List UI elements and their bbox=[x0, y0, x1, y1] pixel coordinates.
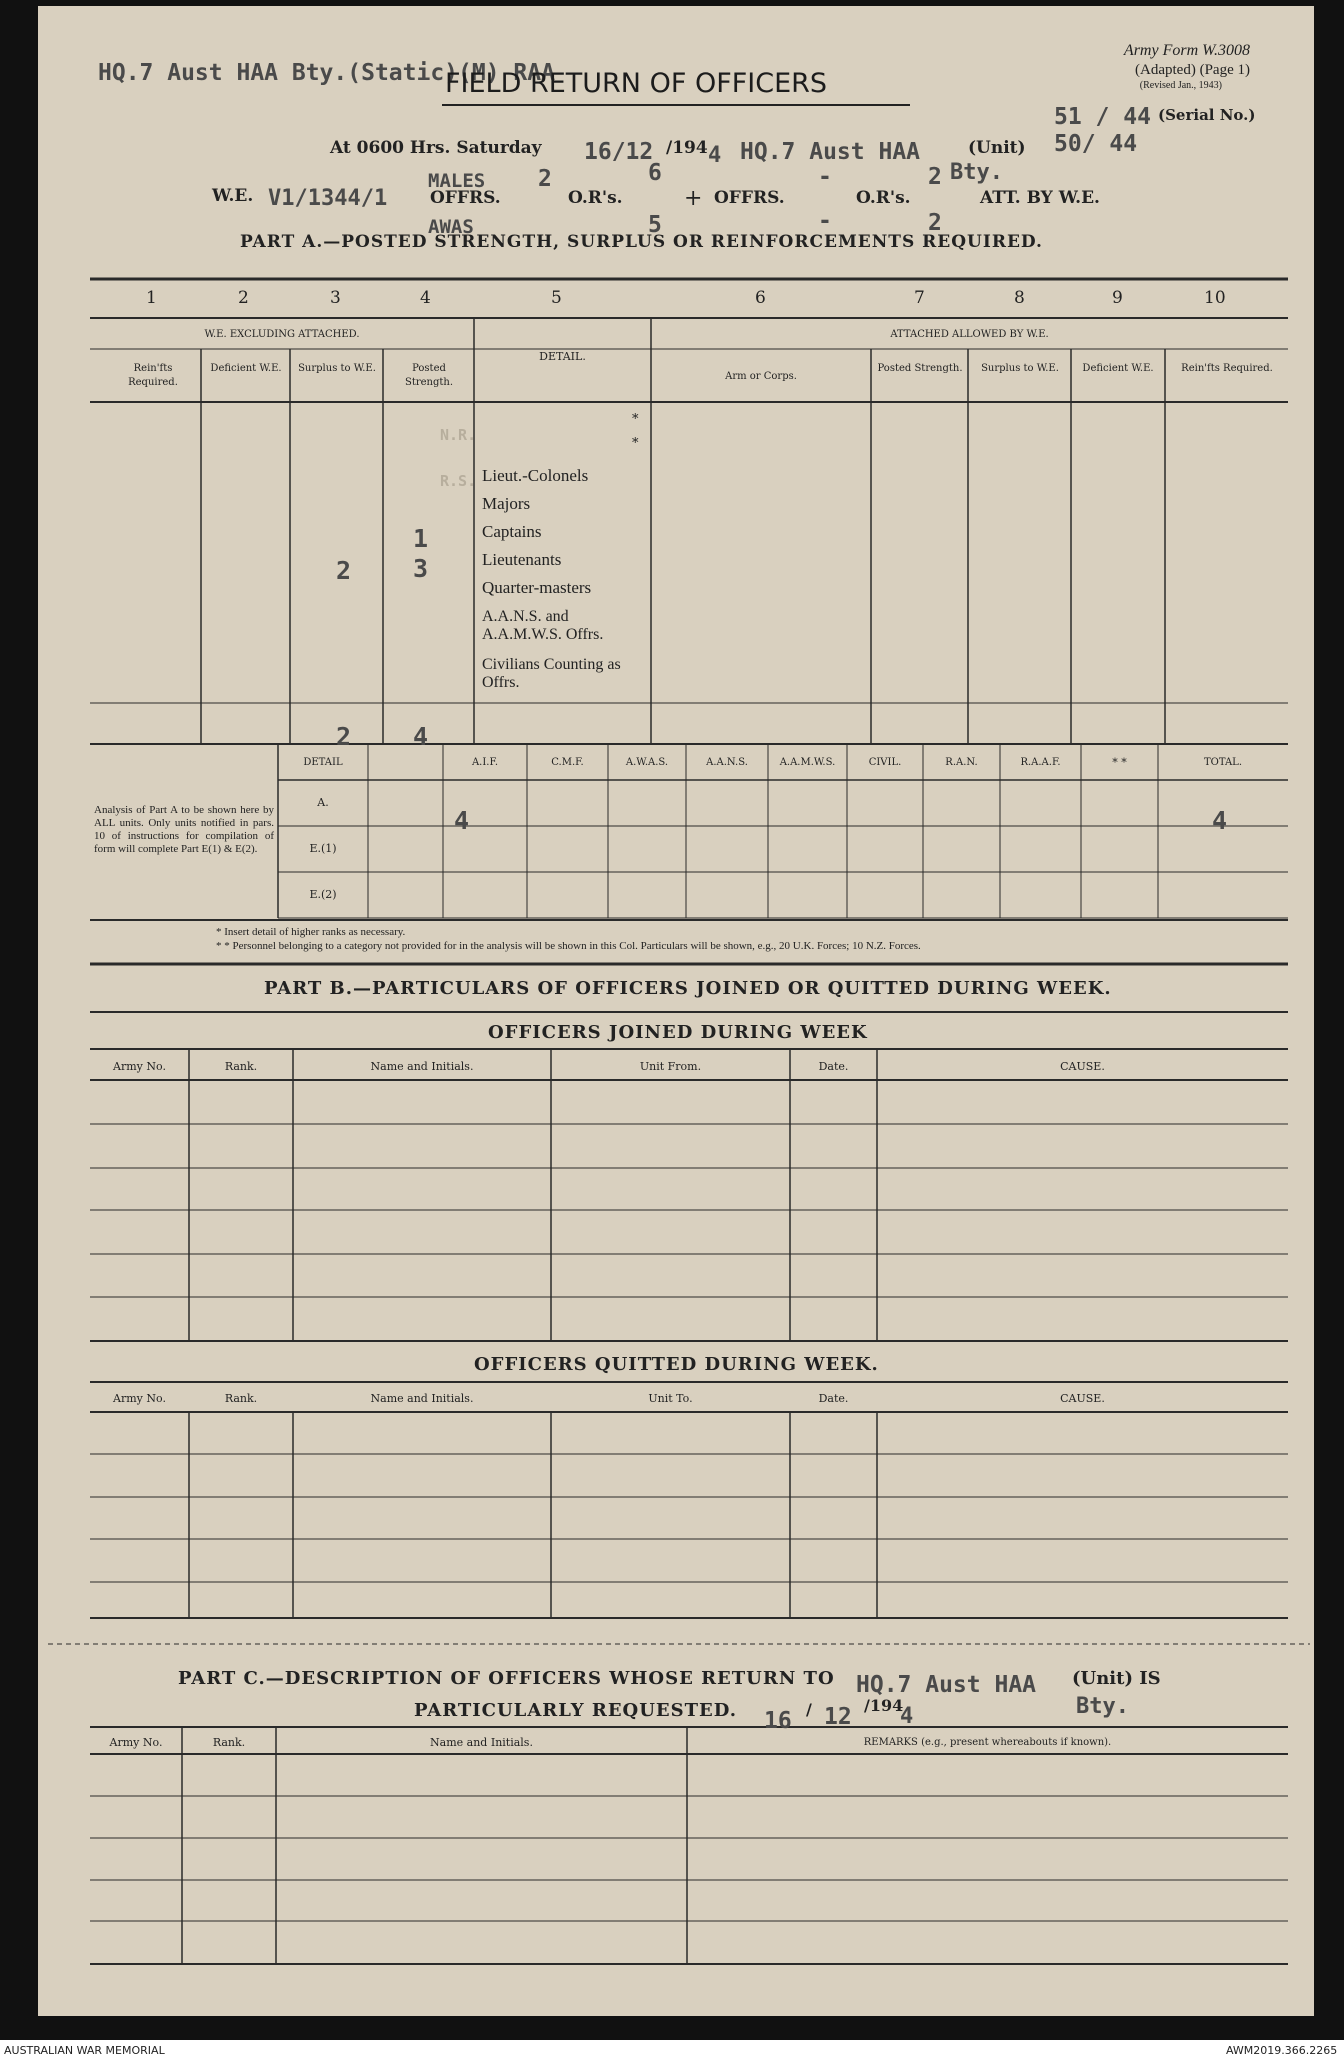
rank-quarter-masters: Quarter-masters bbox=[482, 578, 592, 597]
analysis-header-ran: R.A.N. bbox=[945, 757, 978, 768]
part-c-requested: PARTICULARLY REQUESTED. bbox=[414, 1700, 737, 1721]
joined-header-cause: CAUSE. bbox=[1060, 1060, 1105, 1073]
header-reinfts-right: Rein'fts Required. bbox=[1181, 363, 1273, 374]
form-title: FIELD RETURN OF OFFICERS bbox=[445, 68, 828, 99]
detail-header: DETAIL. bbox=[539, 350, 586, 363]
joined-header-unit-from: Unit From. bbox=[639, 1060, 702, 1073]
joined-header-date: Date. bbox=[818, 1060, 849, 1073]
att-ors-awas: 2 bbox=[928, 210, 942, 236]
part-c-unit-label: (Unit) IS bbox=[1072, 1668, 1161, 1689]
awas-ors-value: 5 bbox=[648, 212, 662, 238]
part-c-date-month: 12 bbox=[824, 1704, 852, 1730]
quitted-header-name: Name and Initials. bbox=[370, 1392, 474, 1405]
col-number-1: 1 bbox=[146, 288, 157, 308]
quitted-header-cause: CAUSE. bbox=[1060, 1392, 1105, 1405]
header-unit-bty: Bty. bbox=[950, 160, 1003, 185]
serial-top: 51 / 44 bbox=[1054, 104, 1151, 130]
rank-aans-aamws: A.A.N.S. and A.A.M.W.S. Offrs. bbox=[482, 608, 604, 643]
joined-header-name: Name and Initials. bbox=[370, 1060, 474, 1073]
analysis-header-aif: A.I.F. bbox=[471, 757, 499, 768]
attached-header: ATTACHED ALLOWED BY W.E. bbox=[890, 329, 1049, 340]
total-posted-value: 4 bbox=[413, 722, 429, 751]
rank-majors: Majors bbox=[482, 494, 531, 513]
joined-header-rank: Rank. bbox=[224, 1060, 258, 1073]
analysis-header-detail: DETAIL bbox=[303, 757, 343, 768]
analysis-row-e2: E.(2) bbox=[309, 888, 337, 901]
att-ors-males: 2 bbox=[928, 164, 942, 190]
analysis-a-total-value: 4 bbox=[1212, 806, 1228, 835]
joined-title: OFFICERS JOINED DURING WEEK bbox=[488, 1022, 868, 1043]
header-posted-right: Posted Strength. bbox=[877, 363, 963, 374]
males-offrs-value: 2 bbox=[538, 166, 552, 192]
att-label: ATT. BY W.E. bbox=[980, 188, 1100, 208]
quitted-header-date: Date. bbox=[818, 1392, 849, 1405]
males-ors-value: 6 bbox=[648, 160, 662, 186]
serial-bottom: 50/ 44 bbox=[1054, 131, 1138, 157]
form-revised: (Revised Jan., 1943) bbox=[1139, 80, 1222, 91]
offrs-label-2: OFFRS. bbox=[714, 188, 785, 208]
header-surplus-left: Surplus to W.E. bbox=[298, 363, 376, 374]
rank-lieutenants: Lieutenants bbox=[482, 550, 562, 569]
part-c-year-digit: 4 bbox=[900, 1704, 914, 1729]
col-number-5: 5 bbox=[551, 288, 562, 308]
serial-label: (Serial No.) bbox=[1158, 106, 1256, 124]
quitted-header-army-no: Army No. bbox=[113, 1392, 166, 1405]
offrs-label-1: OFFRS. bbox=[430, 188, 501, 208]
rank-lieut-colonels: Lieut.-Colonels bbox=[482, 466, 589, 485]
part-c-unit-bty: Bty. bbox=[1076, 1694, 1129, 1719]
header-deficient-right: Deficient W.E. bbox=[1082, 363, 1154, 374]
date-day-month: 16/12 bbox=[584, 139, 654, 165]
part-b-title: PART B.—PARTICULARS OF OFFICERS JOINED OR QUITTED DURING WEEK. bbox=[264, 978, 1112, 999]
col-number-8: 8 bbox=[1014, 288, 1025, 308]
plus-sign: + bbox=[684, 186, 703, 211]
analysis-note: Analysis of Part A to be shown here by ALL units. Only units notified in pars. 10 of instructions for compilation of form will complete Part E(1) & E(2). bbox=[94, 804, 274, 855]
part-c-unit-typed: HQ.7 Aust HAA bbox=[856, 1672, 1037, 1698]
joined-header-army-no: Army No. bbox=[113, 1060, 166, 1073]
footer-credit: AUSTRALIAN WAR MEMORIAL bbox=[4, 2044, 165, 2057]
col-number-6: 6 bbox=[755, 288, 766, 308]
analysis-header-awas: A.W.A.S. bbox=[625, 757, 669, 768]
awas-label: AWAS bbox=[428, 216, 474, 238]
we-excluding-header: W.E. EXCLUDING ATTACHED. bbox=[204, 329, 360, 340]
ors-label-2: O.R's. bbox=[856, 188, 911, 208]
header-reinfts-left: Rein'fts Required. bbox=[128, 363, 178, 388]
rank-civilians: Civilians Counting as Offrs. bbox=[482, 656, 621, 691]
at-hrs-label: At 0600 Hrs. Saturday bbox=[330, 138, 542, 158]
part-c-header-name: Name and Initials. bbox=[430, 1736, 533, 1749]
analysis-row-e1: E.(1) bbox=[309, 842, 337, 855]
quitted-header-rank: Rank. bbox=[224, 1392, 258, 1405]
lieutenants-surplus-value: 2 bbox=[336, 556, 352, 585]
analysis-header-other: * * bbox=[1112, 756, 1127, 769]
analysis-header-raaf: R.A.A.F. bbox=[1020, 757, 1061, 768]
lieutenants-posted-value: 3 bbox=[413, 554, 429, 583]
col-number-7: 7 bbox=[914, 288, 925, 308]
quitted-title: OFFICERS QUITTED DURING WEEK. bbox=[474, 1354, 879, 1375]
analysis-header-cmf: C.M.F. bbox=[551, 757, 584, 768]
typed-unit-line: HQ.7 Aust HAA Bty.(Static)(M) RAA bbox=[98, 60, 555, 86]
col-number-2: 2 bbox=[238, 288, 249, 308]
form-adapted: (Adapted) (Page 1) bbox=[1135, 62, 1250, 78]
part-c-date-day: 16 bbox=[764, 1708, 792, 1734]
ghost-imprint-2: R.S. bbox=[440, 472, 477, 490]
att-offrs-males: - bbox=[818, 164, 832, 190]
part-a-title: PART A.—POSTED STRENGTH, SURPLUS OR REINFORCEMENTS REQUIRED. bbox=[240, 232, 1043, 252]
col-number-10: 10 bbox=[1204, 288, 1226, 308]
col-number-9: 9 bbox=[1112, 288, 1123, 308]
analysis-header-aans: A.A.N.S. bbox=[706, 757, 748, 768]
footnote-other-category: * * Personnel belonging to a category not provided for in the analysis will be shown in this Col. Particulars will be shown, e.g., 20 U.K. Forces; 10 N.Z. Forces. bbox=[216, 940, 921, 952]
total-surplus-value: 2 bbox=[336, 722, 352, 751]
ors-label-1: O.R's. bbox=[568, 188, 623, 208]
we-value: V1/1344/1 bbox=[268, 186, 388, 211]
footer-accession: AWM2019.366.2265 bbox=[1226, 2044, 1338, 2057]
males-label: MALES bbox=[428, 170, 486, 192]
form-id: Army Form W.3008 bbox=[1123, 42, 1250, 59]
header-surplus-right: Surplus to W.E. bbox=[981, 363, 1059, 374]
col-number-4: 4 bbox=[420, 288, 431, 308]
captains-posted-value: 1 bbox=[413, 524, 429, 553]
year-prefix: /194 bbox=[666, 138, 708, 158]
part-c-header-rank: Rank. bbox=[212, 1736, 246, 1749]
att-offrs-awas: - bbox=[818, 208, 832, 234]
footnote-higher-ranks: * Insert detail of higher ranks as necessary. bbox=[216, 926, 406, 938]
header-arm-corps: Arm or Corps. bbox=[725, 371, 797, 382]
part-c-year-prefix: /194 bbox=[864, 1696, 904, 1715]
we-label: W.E. bbox=[212, 186, 254, 206]
analysis-header-civil: CIVIL. bbox=[868, 757, 902, 768]
header-unit-label: (Unit) bbox=[968, 138, 1026, 158]
asterisk-mark-2: * bbox=[632, 436, 639, 451]
col-number-3: 3 bbox=[330, 288, 341, 308]
year-digit: 4 bbox=[708, 143, 722, 168]
header-unit-typed: HQ.7 Aust HAA bbox=[740, 139, 921, 165]
part-c-date-sep: / bbox=[806, 1700, 812, 1719]
quitted-header-unit-to: Unit To. bbox=[648, 1392, 693, 1405]
analysis-header-aamws: A.A.M.W.S. bbox=[779, 757, 836, 768]
part-c-header-remarks: REMARKS (e.g., present whereabouts if known). bbox=[863, 1737, 1112, 1748]
analysis-header-total: TOTAL. bbox=[1203, 757, 1243, 768]
asterisk-mark-1: * bbox=[632, 412, 639, 427]
header-posted-left: Posted Strength. bbox=[404, 363, 454, 388]
analysis-row-a: A. bbox=[317, 796, 329, 809]
rank-captains: Captains bbox=[482, 522, 542, 541]
ghost-imprint-1: N.R. bbox=[440, 426, 477, 444]
part-c-header-army-no: Army No. bbox=[109, 1736, 163, 1749]
analysis-a-aif-value: 4 bbox=[454, 806, 470, 835]
header-deficient-left: Deficient W.E. bbox=[210, 363, 282, 374]
part-c-title: PART C.—DESCRIPTION OF OFFICERS WHOSE RETURN TO bbox=[178, 1668, 835, 1689]
